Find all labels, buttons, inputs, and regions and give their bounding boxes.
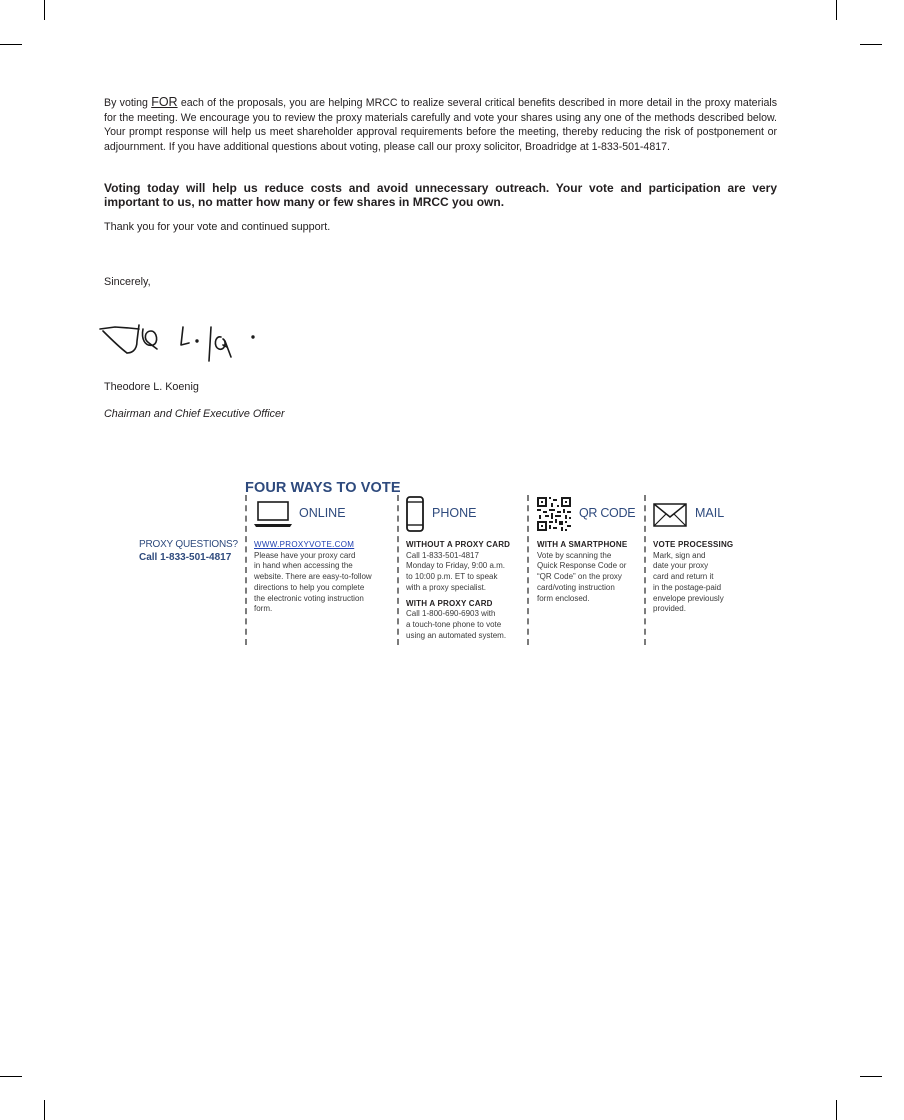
qr-text-line: Vote by scanning the <box>537 550 612 560</box>
mail-text-line: card and return it <box>653 572 714 582</box>
with-proxy-card-heading: WITH A PROXY CARD <box>406 598 493 608</box>
online-text-line: form. <box>254 604 273 614</box>
phone-text-line: Call 1-800-690-6903 with <box>406 609 496 619</box>
for-emphasis: FOR <box>151 95 178 109</box>
signer-title: Chairman and Chief Executive Officer <box>104 408 285 420</box>
phone-text-line: to 10:00 p.m. ET to speak <box>406 572 498 582</box>
crop-mark <box>860 44 882 45</box>
phone-text-line: Monday to Friday, 9:00 a.m. <box>406 561 506 571</box>
phone-text-line: with a proxy specialist. <box>406 582 487 592</box>
intro-paragraph: By voting FOR each of the proposals, you are helping MRCC to realize several critical benefits described in more detail in the proxy materials for the meeting. We encourage you to review the proxy materials carefully and vote your shares using any one of the methods described below. Your prompt response will help us meet shareholder approval requirements before the meeting, thereby reducing the risk of postponement or adjournment. If you have additional questions about voting, please call our proxy solicitor, Broadridge at 1-833-501-4817. <box>104 95 777 153</box>
crop-mark <box>836 1100 837 1120</box>
qr-text-line: Quick Response Code or <box>537 561 627 571</box>
phone-text-line: a touch-tone phone to vote <box>406 619 502 629</box>
column-divider <box>397 495 399 645</box>
vote-processing-heading: VOTE PROCESSING <box>653 540 734 549</box>
mail-text-line: envelope previously <box>653 593 724 603</box>
crop-mark <box>0 44 22 45</box>
thanks-line: Thank you for your vote and continued support. <box>104 221 331 233</box>
qr-text-line: “QR Code” on the proxy <box>537 572 622 582</box>
proxy-questions <box>139 539 241 564</box>
qr-label: QR CODE <box>579 506 636 520</box>
online-body <box>254 540 394 615</box>
proxy-phone: Call 1-833-501-4817 <box>139 551 232 563</box>
phone-text-line: using an automated system. <box>406 630 507 640</box>
proxyvote-link[interactable]: WWW.PROXYVOTE.COM <box>254 540 355 549</box>
column-divider <box>644 495 646 645</box>
phone-label: PHONE <box>432 506 477 520</box>
crop-mark <box>836 0 837 20</box>
mail-label: MAIL <box>695 506 725 520</box>
mail-body <box>653 540 749 615</box>
qr-text-line: card/voting instruction <box>537 582 615 592</box>
signature <box>97 317 267 373</box>
four-ways-title: FOUR WAYS TO VOTE <box>245 480 401 496</box>
qr-text-line: form enclosed. <box>537 593 590 603</box>
phone-body <box>406 540 524 641</box>
online-text-line: in hand when accessing the <box>254 561 353 571</box>
signer-name: Theodore L. Koenig <box>104 381 199 393</box>
crop-mark <box>44 0 45 20</box>
without-proxy-card-heading: WITHOUT A PROXY CARD <box>406 540 511 549</box>
online-text-line: Please have your proxy card <box>254 550 356 560</box>
column-divider <box>527 495 529 645</box>
with-smartphone-heading: WITH A SMARTPHONE <box>537 540 628 549</box>
mail-text-line: date your proxy <box>653 561 709 571</box>
online-text-line: website. There are easy-to-follow <box>254 572 372 582</box>
closing-line: Sincerely, <box>104 276 151 288</box>
crop-mark <box>44 1100 45 1120</box>
mail-text-line: provided. <box>653 604 686 614</box>
smartphone-icon <box>406 496 424 532</box>
qr-code-icon <box>537 497 571 531</box>
proxy-questions-label: PROXY QUESTIONS? <box>139 539 238 550</box>
qr-body <box>537 540 641 604</box>
vote-importance-paragraph: Voting today will help us reduce costs and avoid unnecessary outreach. Your vote and participation are very important to us, no matter how many or few shares in MRCC you own. <box>104 181 777 209</box>
mail-text-line: Mark, sign and <box>653 550 706 560</box>
laptop-icon <box>254 500 292 528</box>
online-text-line: directions to help you complete <box>254 582 365 592</box>
phone-text-line: Call 1-833-501-4817 <box>406 550 479 560</box>
online-label: ONLINE <box>299 506 346 520</box>
crop-mark <box>0 1076 22 1077</box>
mail-text-line: in the postage-paid <box>653 582 722 592</box>
envelope-icon <box>653 503 687 527</box>
crop-mark <box>860 1076 882 1077</box>
column-divider <box>245 495 247 645</box>
online-text-line: the electronic voting instruction <box>254 593 364 603</box>
